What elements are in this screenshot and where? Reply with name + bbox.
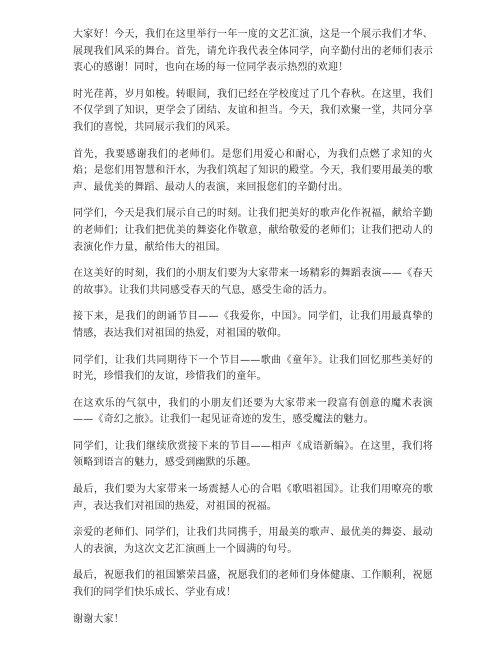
paragraph-greeting: 大家好！今天，我们在这里举行一年一度的文艺汇演，这是一个展示我们才华、展现我们风采的舞台。首先，请允许我代表全体同学，向辛勤付出的老师们表示衷心的感谢！同时，也向在场的每一位同学表示热烈的欢迎！ bbox=[73, 29, 433, 74]
document-page bbox=[73, 27, 433, 638]
paragraph-magic: 在这欢乐的气氛中，我们的小朋友们还要为大家带来一段富有创意的魔术表演——《奇幻之旅》。让我们一起见证奇迹的发生，感受魔法的魅力。 bbox=[73, 397, 433, 426]
paragraph-showcase: 同学们，今天是我们展示自己的时刻。让我们把美好的歌声化作祝福，献给辛勤的老师们；让我们把优美的舞姿化作敬意，献给敬爱的老师们；让我们把动人的表演化作力量，献给伟大的祖国。 bbox=[73, 208, 433, 253]
paragraph-crosstalk: 同学们，让我们继续欣赏接下来的节目——相声《成语新编》。在这里，我们将领略到语言的魅力，感受到幽默的乐趣。 bbox=[73, 440, 433, 469]
paragraph-recitation: 接下来，是我们的朗诵节目——《我爱你，中国》。同学们，让我们用最真挚的情感，表达我们对祖国的热爱，对祖国的敬仰。 bbox=[73, 311, 433, 339]
paragraph-wishes: 最后，祝愿我们的祖国繁荣昌盛，祝愿我们的老师们身体健康、工作顺利，祝愿我们的同学们快乐成长、学业有成！ bbox=[73, 570, 433, 599]
paragraph-dance: 在这美好的时刻，我们的小朋友们要为大家带来一场精彩的舞蹈表演——《春天的故事》。让我们共同感受春天的气息，感受生命的活力。 bbox=[73, 268, 433, 296]
paragraph-time-passing: 时光荏苒，岁月如梭。转眼间，我们已经在学校度过了几个春秋。在这里，我们不仅学到了知识，更学会了团结、友谊和担当。今天，我们欢聚一堂，共同分享我们的喜悦，共同展示我们的风采。 bbox=[73, 88, 433, 133]
paragraph-conclusion: 亲爱的老师们、同学们，让我们共同携手，用最美的歌声、最优美的舞姿、最动人的表演，为这次文艺汇演画上一个圆满的句号。 bbox=[73, 527, 433, 555]
paragraph-song: 同学们，让我们共同期待下一个节目——歌曲《童年》。让我们回忆那些美好的时光，珍惜我们的友谊，珍惜我们的童年。 bbox=[73, 354, 433, 383]
paragraph-thank-teachers: 首先，我要感谢我们的老师们。是您们用爱心和耐心，为我们点燃了求知的火焰；是您们用智慧和汗水，为我们筑起了知识的殿堂。今天，我们要用最美的歌声、最优美的舞蹈、最动人的表演，来回报您们的辛勤付出。 bbox=[73, 148, 433, 193]
paragraph-thanks: 谢谢大家！ bbox=[73, 613, 124, 625]
paragraph-chorus: 最后，我们要为大家带来一场震撼人心的合唱《歌唱祖国》。让我们用嘹亮的歌声，表达我们对祖国的热爱，对祖国的祝福。 bbox=[73, 484, 433, 512]
